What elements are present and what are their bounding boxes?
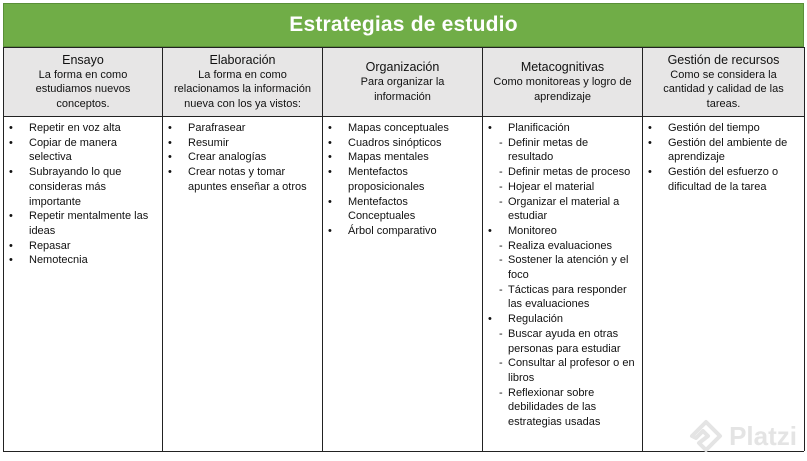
list-item: • Árbol comparativo <box>327 224 476 239</box>
list-item: • Parafrasear <box>167 121 316 136</box>
column-description: Para organizar la información <box>360 75 445 103</box>
list-item: • Repasar <box>8 239 156 254</box>
item-list <box>647 121 798 195</box>
list-item: • Copiar de manera selectiva <box>8 136 156 165</box>
sub-item: - Reflexionar sobre debilidades de las estrategias usadas <box>487 386 636 430</box>
item-list <box>487 121 636 430</box>
sub-item: - Tácticas para responder las evaluaciones <box>487 283 636 312</box>
table-grid <box>3 47 804 452</box>
list-item: • Cuadros sinópticos <box>327 136 476 151</box>
column-description: La forma en como relacionamos la información nueva con los ya vistos: <box>174 68 311 110</box>
list-item: • Gestión del tiempo <box>647 121 798 136</box>
column-title: Ensayo <box>62 52 104 67</box>
list-item: • Crear analogías <box>167 150 316 165</box>
column-title: Gestión de recursos <box>667 52 780 67</box>
sub-item: - Hojear el material <box>487 180 636 195</box>
list-item: • Mentefactos Conceptuales <box>327 195 476 224</box>
list-item: • Mapas conceptuales <box>327 121 476 136</box>
list-item: • Mentefactos proposicionales <box>327 165 476 194</box>
sub-item: - Realiza evaluaciones <box>487 239 636 254</box>
header-gestion-recursos <box>643 47 805 116</box>
platzi-logo-icon <box>689 419 723 453</box>
column-title: Metacognitivas <box>520 59 605 74</box>
list-item: • Resumir <box>167 136 316 151</box>
sub-item: - Definir metas de proceso <box>487 165 636 180</box>
column-description: Como monitoreas y logro de aprendizaje <box>493 75 632 103</box>
body-ensayo <box>4 116 163 451</box>
body-metacognitivas <box>483 116 643 451</box>
sub-item: - Definir metas de resultado <box>487 136 636 165</box>
header-metacognitivas <box>483 47 643 116</box>
list-item: • Monitoreo <box>487 224 636 239</box>
sub-item: - Organizar el material a estudiar <box>487 195 636 224</box>
body-organizacion <box>323 116 483 451</box>
list-item: • Subrayando lo que consideras más importante <box>8 165 156 209</box>
sub-item: - Buscar ayuda en otras personas para estudiar <box>487 327 636 356</box>
list-item: • Gestión del esfuerzo o dificultad de la tarea <box>647 165 798 194</box>
body-gestion-recursos <box>643 116 805 451</box>
header-elaboracion <box>163 47 323 116</box>
list-item: • Mapas mentales <box>327 150 476 165</box>
header-ensayo <box>4 47 163 116</box>
body-elaboracion <box>163 116 323 451</box>
list-item: • Planificación <box>487 121 636 136</box>
item-list <box>167 121 316 195</box>
list-item: • Repetir en voz alta <box>8 121 156 136</box>
watermark-text: Platzi <box>729 420 797 451</box>
column-title: Organización <box>365 59 440 74</box>
table-title: Estrategias de estudio <box>3 3 804 47</box>
column-description: Como se considera la cantidad y calidad de las tareas. <box>663 68 784 110</box>
list-item: • Gestión del ambiente de aprendizaje <box>647 136 798 165</box>
platzi-watermark <box>689 419 797 453</box>
item-list <box>8 121 156 268</box>
header-organizacion <box>323 47 483 116</box>
list-item: • Repetir mentalmente las ideas <box>8 209 156 238</box>
item-list <box>327 121 476 239</box>
list-item: • Nemotecnia <box>8 253 156 268</box>
column-title: Elaboración <box>209 52 276 67</box>
strategies-table <box>3 3 804 452</box>
column-description: La forma en como estudiamos nuevos conceptos. <box>35 68 131 110</box>
sub-item: - Consultar al profesor o en libros <box>487 356 636 385</box>
list-item: • Crear notas y tomar apuntes enseñar a otros <box>167 165 316 194</box>
list-item: • Regulación <box>487 312 636 327</box>
sub-item: - Sostener la atención y el foco <box>487 253 636 282</box>
